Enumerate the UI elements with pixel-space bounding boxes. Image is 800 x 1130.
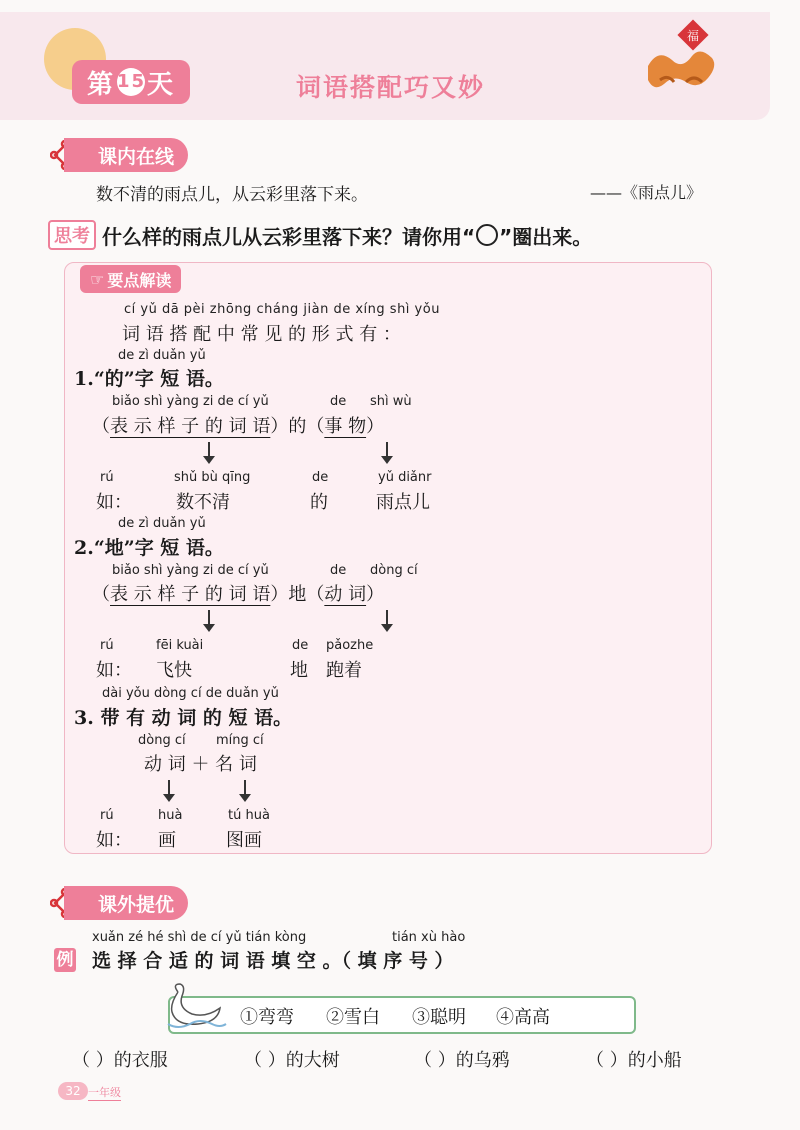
item1-pattern-left: 表 示 样 子 的 词 语 <box>110 416 271 437</box>
item1-example-pinyin-ru: rú <box>100 470 114 485</box>
intro-pinyin: cí yǔ dā pèi zhōng cháng jiàn de xíng shì yǒu <box>124 302 440 317</box>
item1-pattern-close: ） <box>366 416 385 437</box>
option-3: ③聪明 <box>412 1007 466 1028</box>
item2-example-ru: 如： <box>96 660 132 681</box>
item1-pattern-right: 事 物 <box>324 416 367 437</box>
item2-example-b: 地 <box>290 660 308 681</box>
think-text-after: ”圈出来。 <box>499 224 593 249</box>
item1-pinyin: de zì duǎn yǔ <box>118 348 206 363</box>
think-tag: 思考 <box>48 220 96 250</box>
intro-text: 词 语 搭 配 中 常 见 的 形 式 有 ： <box>122 324 401 345</box>
item2-example-pinyin-b: de <box>292 638 309 653</box>
item3-pattern: 动 词 ＋ 名 词 <box>144 754 257 775</box>
section-label-extension: 课外提优 <box>64 886 188 920</box>
item2-pattern-mid: ）地（ <box>270 584 325 605</box>
day-number: 15 <box>117 68 145 96</box>
item2-pattern-close: ） <box>366 584 385 605</box>
item2-pattern-left: 表 示 样 子 的 词 语 <box>110 584 271 605</box>
blank-3[interactable]: （ ）的乌鸦 <box>414 1050 510 1071</box>
item2-example-c: 跑着 <box>326 660 362 681</box>
item1-pattern-mid: ）的（ <box>270 416 325 437</box>
item2-pattern-pinyin-right: dòng cí <box>370 563 418 578</box>
item3-example-ru: 如： <box>96 830 132 851</box>
item1-example-c: 雨点儿 <box>376 492 430 513</box>
item3-example-pinyin-ru: rú <box>100 808 114 823</box>
item1-example-b: 的 <box>310 492 328 513</box>
key-points-tag <box>80 265 181 293</box>
page-number: 32 <box>58 1082 88 1100</box>
item2-example-pinyin-a: fēi kuài <box>156 638 204 653</box>
day-prefix: 第 <box>86 69 115 100</box>
down-arrow-icon <box>386 442 388 462</box>
item2-pinyin: de zì duǎn yǔ <box>118 516 206 531</box>
item2-example-pinyin-ru: rú <box>100 638 114 653</box>
item1-pattern <box>92 412 384 438</box>
item2-example-pinyin-c: pǎozhe <box>326 638 374 653</box>
item1-example-pinyin-c: yǔ diǎnr <box>378 470 432 485</box>
fu-char: 福 <box>686 29 700 43</box>
item3-example-b: 图画 <box>226 830 262 851</box>
lantern-decoration-icon <box>640 10 730 110</box>
option-4: ④高高 <box>496 1007 550 1028</box>
item2-pattern-pinyin-left: biǎo shì yàng zi de cí yǔ <box>112 563 269 578</box>
item3-pattern-pinyin-a: dòng cí <box>138 733 186 748</box>
down-arrow-icon <box>168 780 170 800</box>
item1-example-pinyin-a: shǔ bù qīng <box>174 470 251 485</box>
item1-pattern-pinyin-left: biǎo shì yàng zi de cí yǔ <box>112 394 269 409</box>
section-label-classroom: 课内在线 <box>64 138 188 172</box>
blank-1[interactable]: （ ）的衣服 <box>72 1050 168 1071</box>
item3-example-a: 画 <box>158 830 176 851</box>
item3-example-pinyin-b: tú huà <box>228 808 270 823</box>
task-text: 选 择 合 适 的 词 语 填 空 。（ 填 序 号 ） <box>92 950 454 972</box>
item1-example-pinyin-b: de <box>312 470 329 485</box>
item1-heading: 1.“的”字 短 语。 <box>74 368 224 390</box>
quote-text: 数不清的雨点儿，从云彩里落下来。 <box>96 185 368 205</box>
item2-pattern <box>92 580 384 606</box>
item3-pattern-pinyin-b: míng cí <box>216 733 264 748</box>
grade-label: 一年级 <box>88 1086 121 1099</box>
down-arrow-icon <box>208 442 210 462</box>
circle-symbol-icon <box>476 224 498 246</box>
down-arrow-icon <box>386 610 388 630</box>
item1-example-a: 数不清 <box>176 492 230 513</box>
item1-pattern-open: （ <box>92 416 110 437</box>
day-suffix: 天 <box>147 69 176 100</box>
item3-pinyin: dài yǒu dòng cí de duǎn yǔ <box>102 686 279 701</box>
item1-pattern-pinyin-right: shì wù <box>370 394 412 409</box>
item1-pattern-pinyin-mid: de <box>330 394 347 409</box>
item2-pattern-open: （ <box>92 584 110 605</box>
item2-heading: 2.“地”字 短 语。 <box>74 537 224 559</box>
down-arrow-icon <box>208 610 210 630</box>
day-badge <box>72 60 190 104</box>
item2-pattern-pinyin-mid: de <box>330 563 347 578</box>
hand-icon: ☞ <box>90 269 105 289</box>
item1-example-ru: 如： <box>96 492 132 513</box>
task-pinyin: xuǎn zé hé shì de cí yǔ tián kòng <box>92 930 307 945</box>
example-tag: 例 <box>54 948 76 972</box>
think-text-before: 什么样的雨点儿从云彩里落下来？请你用“ <box>102 224 476 249</box>
blank-4[interactable]: （ ）的小船 <box>586 1050 682 1071</box>
item3-example-pinyin-a: huà <box>158 808 183 823</box>
item2-example-a: 飞快 <box>156 660 192 681</box>
item2-pattern-right: 动 词 <box>324 584 367 605</box>
key-points-tag-label: 要点解读 <box>107 270 172 290</box>
quote-source: ——《雨点儿》 <box>590 183 703 202</box>
option-1: ①弯弯 <box>240 1007 294 1028</box>
think-question <box>48 220 592 250</box>
down-arrow-icon <box>244 780 246 800</box>
swan-icon <box>160 982 230 1034</box>
task-pinyin-2: tián xù hào <box>392 930 466 945</box>
page-title: 词语搭配巧又妙 <box>296 73 486 102</box>
options-box <box>168 996 636 1034</box>
option-2: ②雪白 <box>326 1007 380 1028</box>
item3-heading: 3. 带 有 动 词 的 短 语。 <box>74 707 293 729</box>
blank-2[interactable]: （ ）的大树 <box>244 1050 340 1071</box>
